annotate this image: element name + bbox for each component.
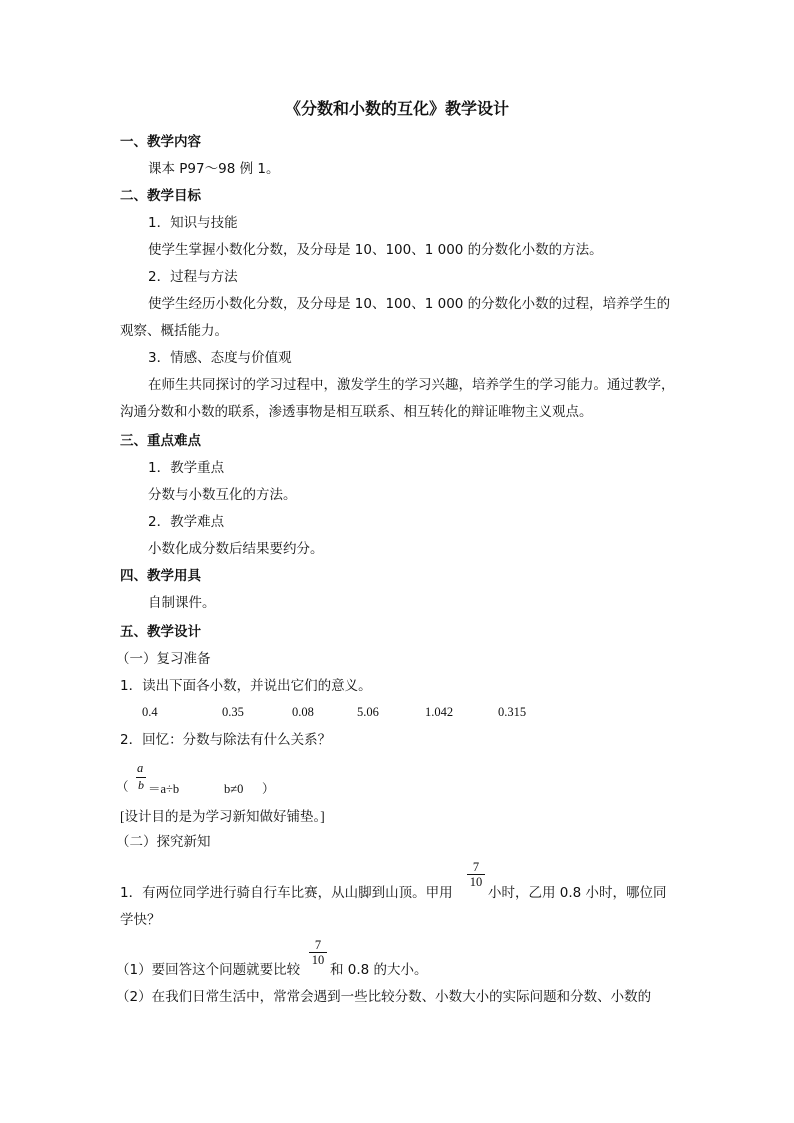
fraction-seven-tenths bbox=[308, 938, 328, 967]
paragraph: 1．有两位同学进行骑自行车比赛，从山脚到山顶。甲用 bbox=[120, 885, 453, 901]
section-heading-tools: 四、教学用具 bbox=[120, 568, 201, 584]
decimal-value: 0.315 bbox=[498, 705, 527, 719]
fraction-seven-tenths bbox=[466, 860, 486, 889]
fraction-denominator: 10 bbox=[469, 875, 483, 889]
fraction-denominator: 10 bbox=[311, 953, 325, 967]
decimal-value: 0.4 bbox=[142, 705, 158, 719]
formula-paren-open: （ bbox=[116, 780, 129, 794]
list-item: 3．情感、态度与价值观 bbox=[148, 350, 292, 366]
section-heading-objectives: 二、教学目标 bbox=[120, 188, 201, 204]
decimal-value: 0.08 bbox=[292, 705, 314, 719]
list-item: 2．过程与方法 bbox=[148, 269, 238, 285]
paragraph: 小数化成分数后结果要约分。 bbox=[148, 541, 324, 557]
section-heading-key-points: 三、重点难点 bbox=[120, 433, 201, 449]
question: 1．读出下面各小数，并说出它们的意义。 bbox=[120, 678, 372, 694]
design-note: [设计目的是为学习新知做好铺垫。] bbox=[120, 809, 325, 824]
paragraph: 自制课件。 bbox=[148, 595, 216, 611]
document-title: 《分数和小数的互化》教学设计 bbox=[284, 99, 509, 118]
formula-condition: b≠0 bbox=[224, 782, 244, 796]
list-item: 1．教学重点 bbox=[148, 460, 225, 476]
formula-rest: ＝a÷b bbox=[148, 782, 180, 796]
formula-paren-close: ） bbox=[262, 782, 275, 796]
list-item: 2．教学难点 bbox=[148, 514, 225, 530]
decimal-value: 1.042 bbox=[425, 705, 454, 719]
paragraph: 使学生经历小数化分数，及分母是 10、100、1 000 的分数化小数的过程，培养学生的 bbox=[148, 296, 671, 312]
paragraph: （1）要回答这个问题就要比较 bbox=[116, 962, 301, 978]
section-heading-content: 一、教学内容 bbox=[120, 134, 201, 150]
paragraph: 学快？ bbox=[120, 912, 161, 928]
section-heading-design: 五、教学设计 bbox=[120, 624, 201, 640]
list-item: 1．知识与技能 bbox=[148, 215, 238, 231]
paragraph: 在师生共同探讨的学习过程中，激发学生的学习兴趣，培养学生的学习能力。通过教学， bbox=[148, 377, 675, 393]
decimal-value: 5.06 bbox=[357, 705, 379, 719]
paragraph: （2）在我们日常生活中，常常会遇到一些比较分数、小数大小的实际问题和分数、小数的 bbox=[116, 989, 652, 1005]
fraction-numerator: a bbox=[137, 761, 144, 775]
fraction-numerator: 7 bbox=[314, 938, 322, 952]
paragraph: 小时，乙用 0.8 小时，哪位同 bbox=[488, 885, 667, 901]
subsection-heading: （二）探究新知 bbox=[116, 834, 211, 850]
decimal-value: 0.35 bbox=[222, 705, 244, 719]
question: 2．回忆：分数与除法有什么关系？ bbox=[120, 732, 332, 748]
paragraph: 使学生掌握小数化分数，及分母是 10、100、1 000 的分数化小数的方法。 bbox=[148, 242, 603, 258]
paragraph: 观察、概括能力。 bbox=[120, 323, 228, 339]
paragraph: 分数与小数互化的方法。 bbox=[148, 487, 297, 503]
subsection-heading: （一）复习准备 bbox=[116, 651, 211, 667]
paragraph: 沟通分数和小数的联系，渗透事物是相互联系、相互转化的辩证唯物主义观点。 bbox=[120, 404, 593, 420]
fraction-numerator: 7 bbox=[472, 860, 480, 874]
paragraph: 和 0.8 的大小。 bbox=[330, 962, 428, 978]
fraction-denominator: b bbox=[138, 778, 144, 792]
paragraph: 课本 P97～98 例 1。 bbox=[148, 161, 280, 177]
